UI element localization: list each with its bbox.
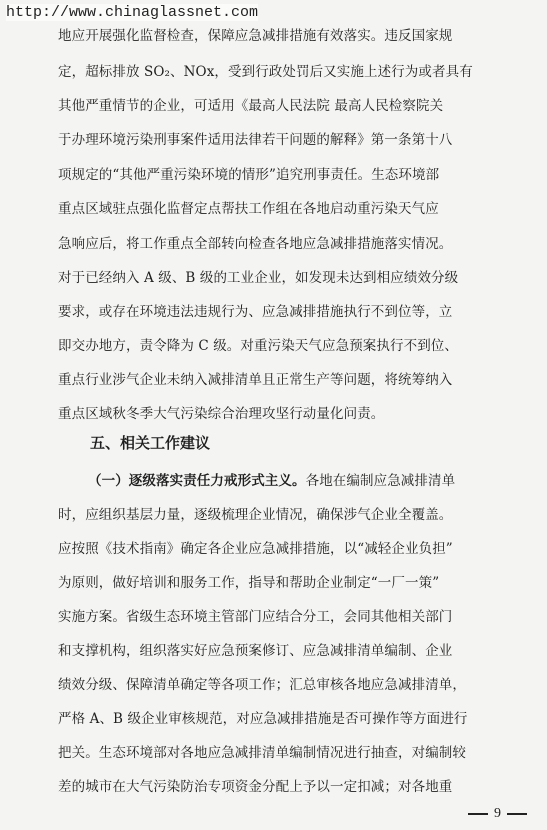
paragraph-lead-rest: 各地在编制应急减排清单: [305, 473, 456, 489]
text-line: 急响应后，将工作重点全部转向检查各地应急减排措施落实情况。: [58, 236, 453, 252]
text-line: 实施方案。省级生态环境主管部门应结合分工，会同其他相关部门: [58, 609, 453, 625]
watermark-url: http://www.chinaglassnet.com: [6, 4, 259, 21]
text-line: 项规定的“其他严重污染环境的情形”追究刑事责任。生态环境部: [58, 167, 440, 183]
section-heading: 五、相关工作建议: [90, 434, 211, 452]
text-line: 地应开展强化监督检查，保障应急减排措施有效落实。违反国家规: [58, 28, 453, 44]
dash-left: [468, 813, 488, 815]
text-line: 差的城市在大气污染防治专项资金分配上予以一定扣减；对各地重: [58, 779, 453, 795]
text-line: 其他严重情节的企业，可适用《最高人民法院 最高人民检察院关: [58, 98, 444, 114]
text-line: 重点区域驻点强化监督定点帮扶工作组在各地启动重污染天气应: [58, 201, 439, 217]
text-line: 和支撑机构，组织落实好应急预案修订、应急减排清单编制、企业: [58, 643, 453, 659]
text-line: 重点区域秋冬季大气污染综合治理攻坚行动量化问责。: [58, 406, 385, 422]
paragraph-lead-line: [88, 469, 528, 489]
text-line: 应按照《技术指南》确定各企业应急减排措施，以“减轻企业负担”: [58, 541, 453, 557]
text-line: 对于已经纳入 A 级、B 级的工业企业，如发现未达到相应绩效分级: [58, 270, 459, 286]
page-number: [462, 806, 533, 822]
text-line: 要求，或存在环境违法违规行为、应急减排措施执行不到位等，立: [58, 304, 453, 320]
dash-right: [507, 813, 527, 815]
text-line: 绩效分级、保障清单确定等各项工作；汇总审核各地应急减排清单，: [58, 677, 466, 693]
text-line: 严格 A、B 级企业审核规范，对应急减排措施是否可操作等方面进行: [58, 711, 468, 727]
text-line: 把关。生态环境部对各地应急减排清单编制情况进行抽查，对编制较: [58, 745, 466, 761]
paragraph-lead-bold: （一）逐级落实责任力戒形式主义。: [88, 473, 306, 489]
text-line: 重点行业涉气企业未纳入减排清单且正常生产等问题，将统筹纳入: [58, 372, 453, 388]
text-line: 即交办地方，责令降为 C 级。对重污染天气应急预案执行不到位、: [58, 338, 459, 354]
page-number-text: 9: [494, 806, 501, 821]
text-line: 为原则，做好培训和服务工作，指导和帮助企业制定“一厂一策”: [58, 575, 440, 591]
text-line: 定，超标排放 SO₂、NOx，受到行政处罚后又实施上述行为或者具有: [58, 64, 473, 80]
text-line: 于办理环境污染刑事案件适用法律若干问题的解释》第一条第十八: [58, 132, 453, 148]
text-line: 时，应组织基层力量，逐级梳理企业情况，确保涉气企业全覆盖。: [58, 507, 453, 523]
